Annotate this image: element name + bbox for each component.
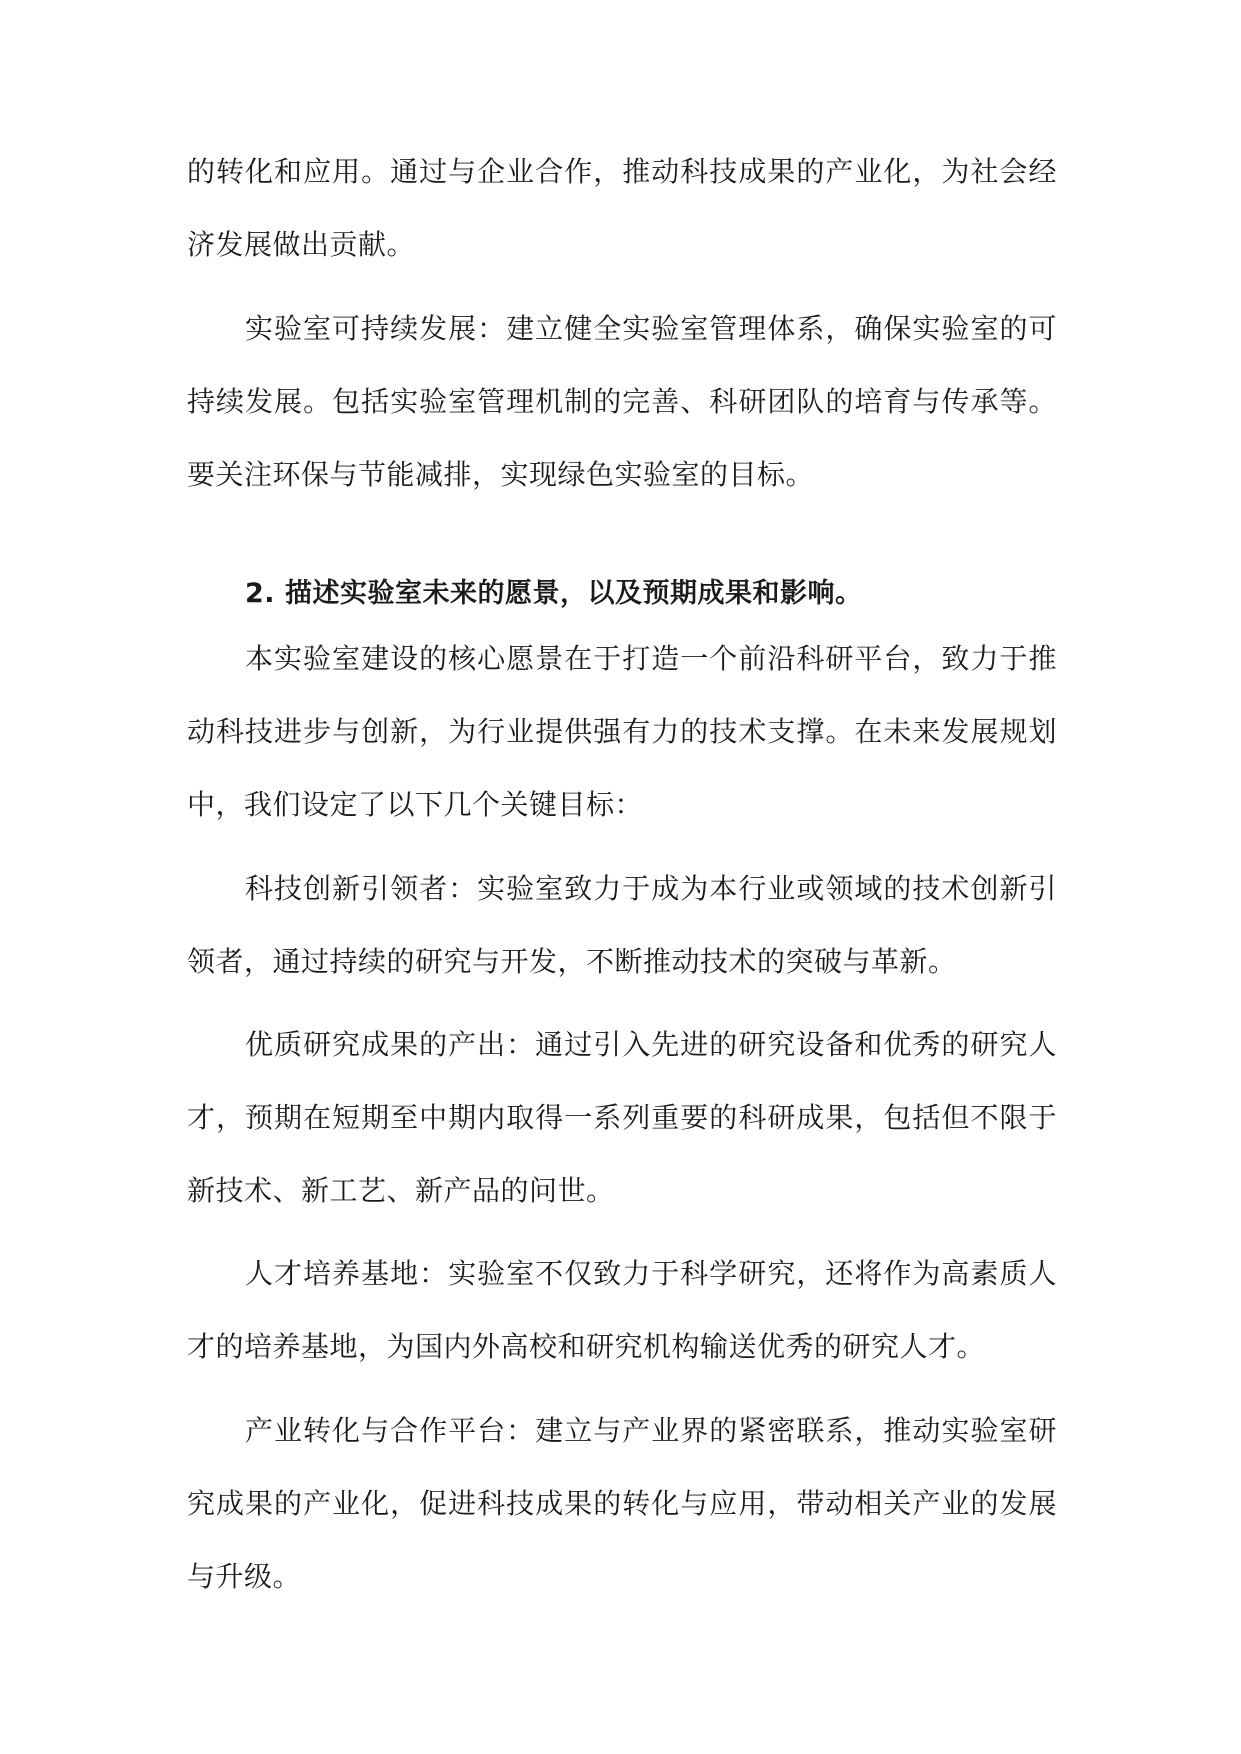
paragraph-text: 科技创新引领者：实验室致力于成为本行业或领域的技术创新引领者，通过持续的研究与开发，不断推动技术的突破与革新。	[187, 872, 1057, 978]
paragraph-continuation	[187, 135, 1057, 281]
paragraph-text: 产业转化与合作平台：建立与产业界的紧密联系，推动实验室研究成果的产业化，促进科技成果的转化与应用，带动相关产业的发展与升级。	[187, 1414, 1057, 1593]
paragraph-talent-base	[187, 1237, 1057, 1383]
paragraph-text: 实验室可持续发展：建立健全实验室管理体系，确保实验室的可持续发展。包括实验室管理机制的完善、科研团队的培育与传承等。要关注环保与节能减排，实现绿色实验室的目标。	[187, 312, 1057, 491]
section-heading	[245, 557, 1045, 630]
paragraph-sustainable-development	[187, 292, 1057, 511]
paragraph-quality-output	[187, 1008, 1057, 1227]
paragraph-text: 优质研究成果的产出：通过引入先进的研究设备和优秀的研究人才，预期在短期至中期内取得一系列重要的科研成果，包括但不限于新技术、新工艺、新产品的问世。	[187, 1028, 1057, 1207]
paragraph-industry-platform	[187, 1394, 1057, 1613]
paragraph-text: 人才培养基地：实验室不仅致力于科学研究，还将作为高素质人才的培养基地，为国内外高校和研究机构输送优秀的研究人才。	[187, 1257, 1057, 1363]
paragraph-tech-leader	[187, 852, 1057, 998]
heading-text: 2. 描述实验室未来的愿景，以及预期成果和影响。	[245, 578, 863, 609]
paragraph-text: 本实验室建设的核心愿景在于打造一个前沿科研平台，致力于推动科技进步与创新，为行业提供强有力的技术支撑。在未来发展规划中，我们设定了以下几个关键目标：	[187, 642, 1057, 821]
paragraph-text: 的转化和应用。通过与企业合作，推动科技成果的产业化，为社会经济发展做出贡献。	[187, 155, 1057, 261]
paragraph-vision	[187, 622, 1057, 841]
